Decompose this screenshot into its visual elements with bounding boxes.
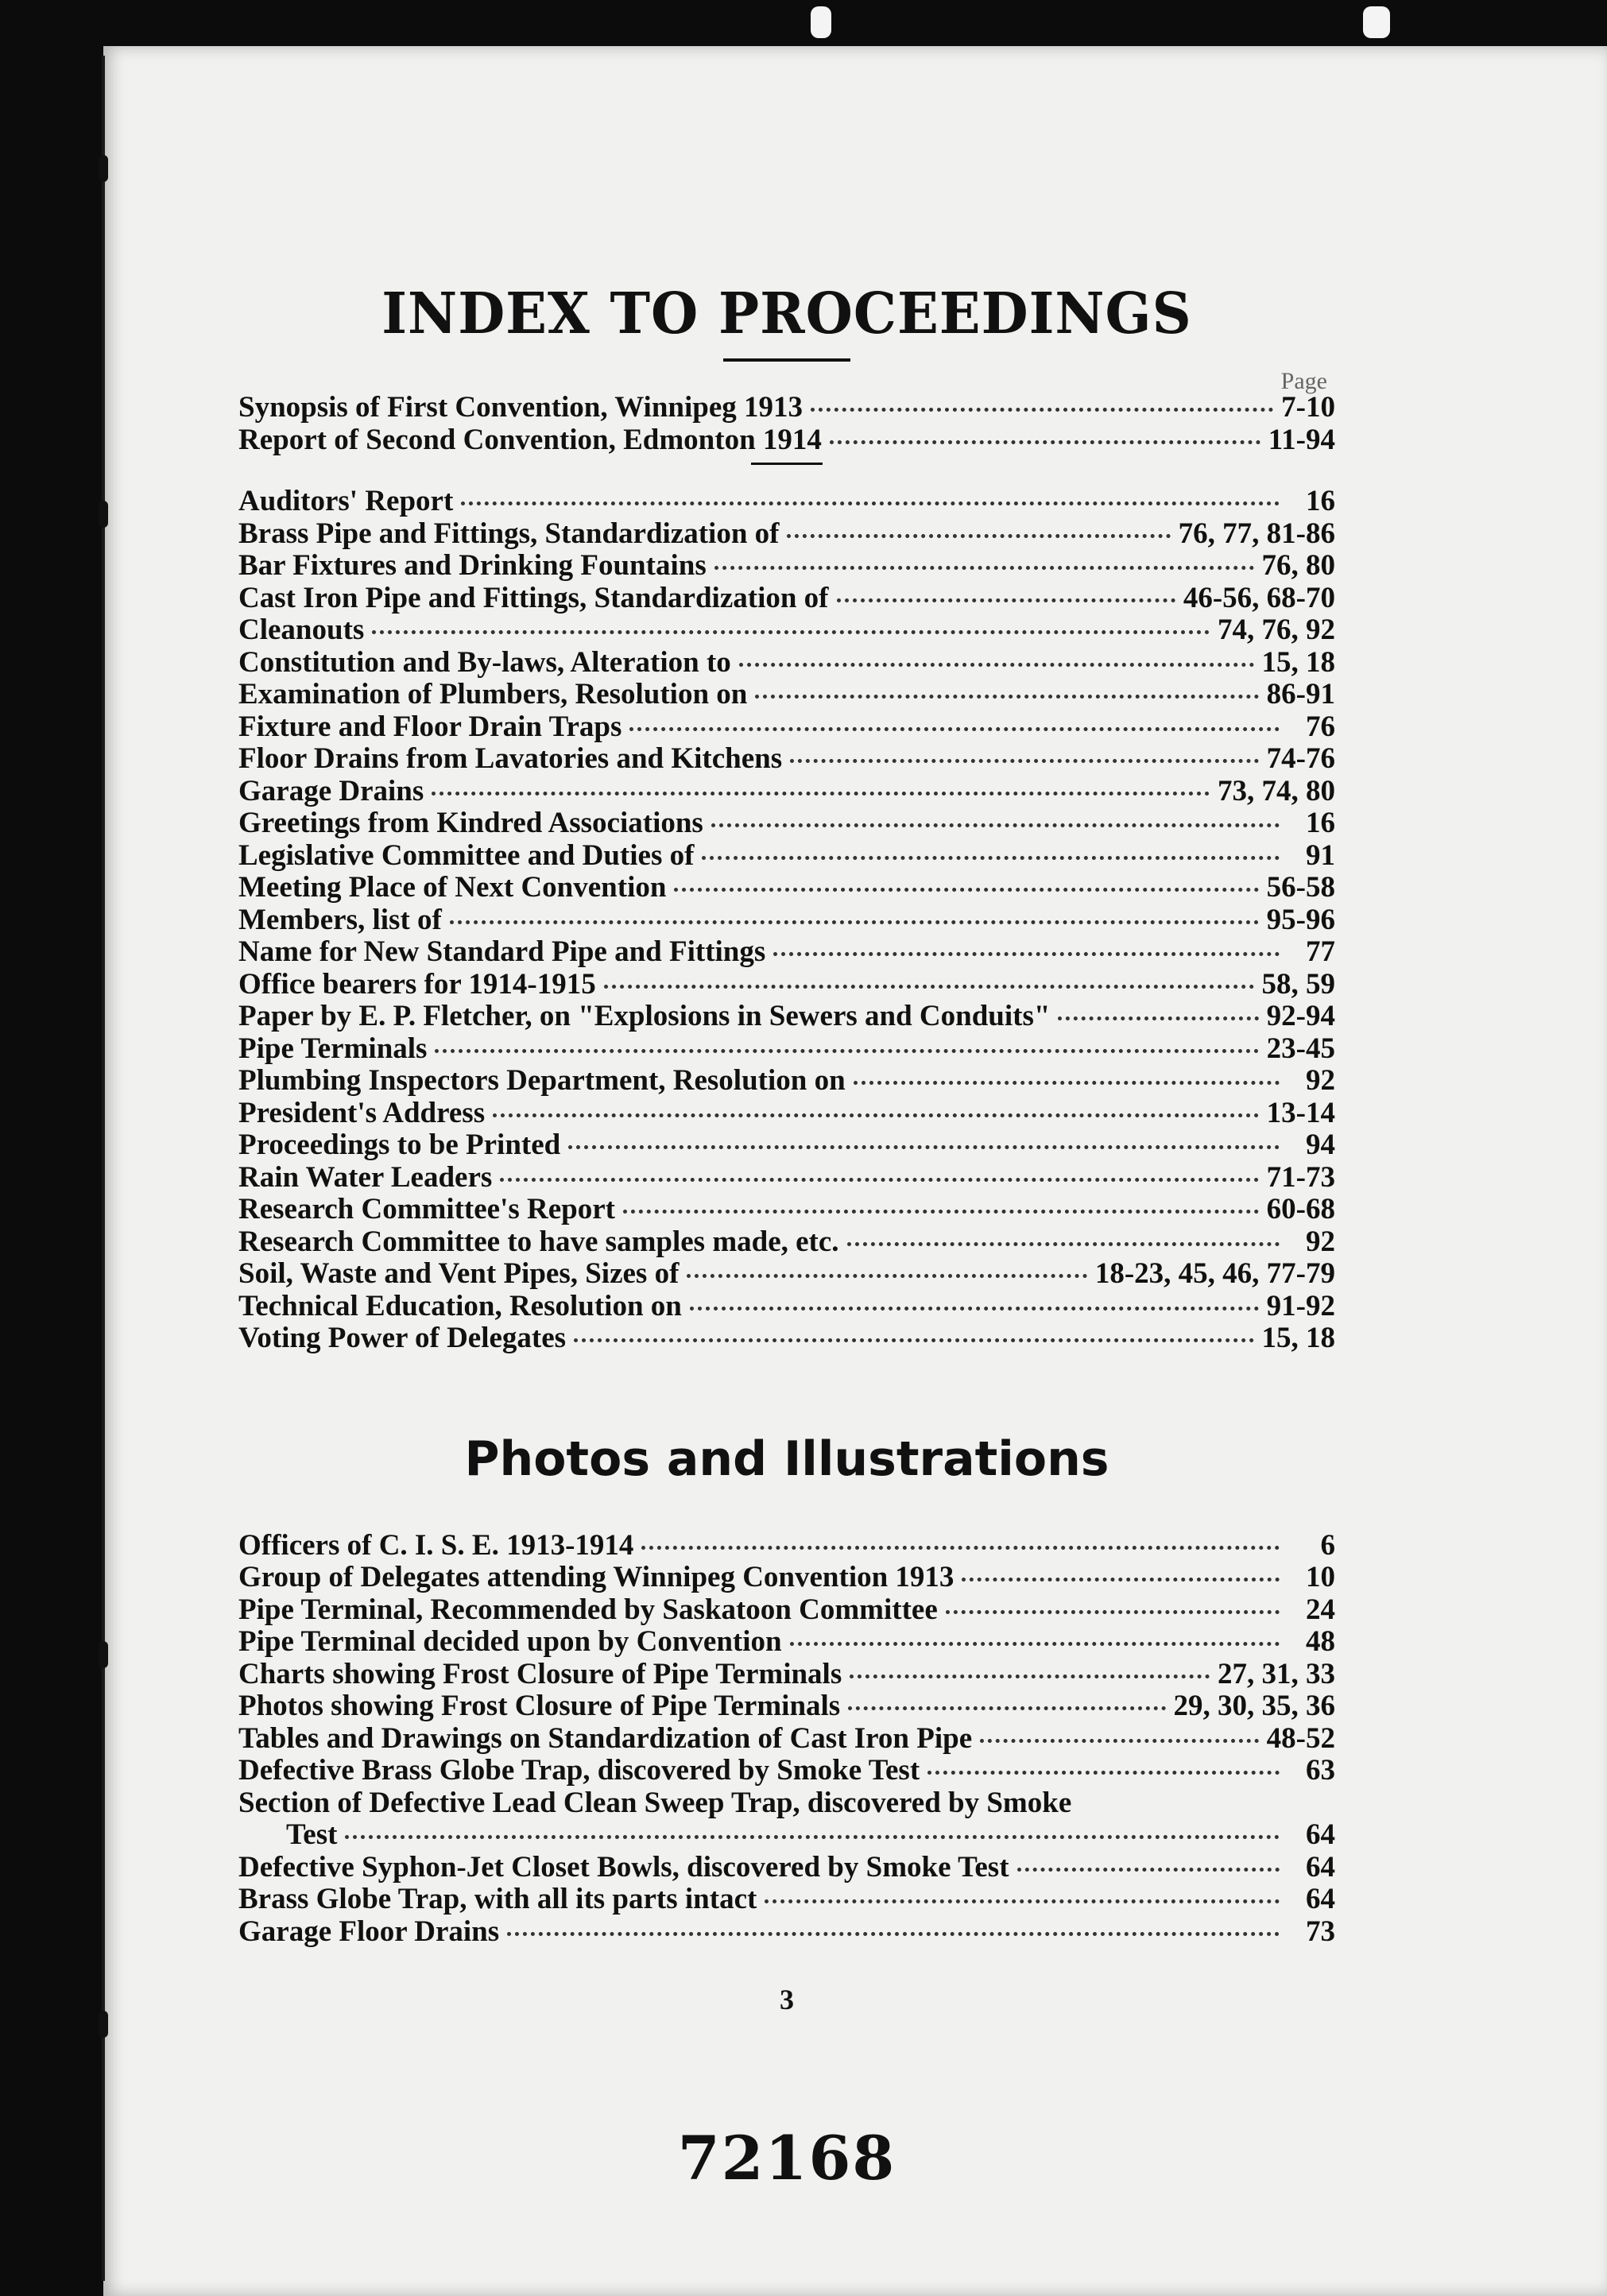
entry-page: 27, 31, 33 xyxy=(1218,1657,1335,1690)
photo-entry-multiline-line1: Section of Defective Lead Clean Sweep Trap, discovered by Smoke xyxy=(238,1786,1072,1819)
entry-page: 63 xyxy=(1306,1754,1335,1787)
entry-label: Voting Power of Delegates xyxy=(238,1322,567,1354)
entry-label: Pipe Terminal decided upon by Convention xyxy=(238,1625,782,1658)
convention-entry xyxy=(238,424,1335,457)
leader-dots xyxy=(687,1253,1086,1278)
entry-label: Brass Pipe and Fittings, Standardization of xyxy=(238,517,780,550)
leader-dots xyxy=(980,1718,1259,1743)
leader-dots xyxy=(927,1750,1280,1775)
leader-dots xyxy=(848,1686,1165,1710)
entry-page: 7-10 xyxy=(1281,391,1335,424)
leader-dots xyxy=(830,420,1260,444)
entry-page: 60-68 xyxy=(1266,1193,1335,1225)
leader-dots xyxy=(847,1222,1280,1246)
entry-label: Defective Syphon-Jet Closet Bowls, discovered by Smoke Test xyxy=(238,1850,1009,1884)
entry-label: Constitution and By-laws, Alteration to xyxy=(238,645,731,679)
entry-label: Office bearers for 1914-1915 xyxy=(238,967,596,1001)
entry-page: 94 xyxy=(1306,1129,1335,1161)
entry-page: 92 xyxy=(1306,1225,1335,1258)
scan-artifact xyxy=(1363,6,1390,38)
entry-page: 73 xyxy=(1306,1915,1335,1948)
entry-page: 86-91 xyxy=(1266,678,1335,710)
title-rule xyxy=(723,358,850,362)
entry-page: 76, 80 xyxy=(1261,549,1335,582)
leader-dots xyxy=(574,1318,1253,1342)
leader-dots xyxy=(568,1125,1280,1149)
entry-label: Pipe Terminal, Recommended by Saskatoon Committee xyxy=(238,1593,938,1626)
leader-dots xyxy=(773,931,1280,956)
entry-label: Paper by E. P. Fletcher, on "Explosions in Sewers and Conduits" xyxy=(238,1000,1051,1032)
entry-label: Officers of C. I. S. E. 1913-1914 xyxy=(238,1528,634,1562)
leader-dots xyxy=(837,578,1175,602)
entry-label: Name for New Standard Pipe and Fittings xyxy=(238,935,766,968)
entry-label: Soil, Waste and Vent Pipes, Sizes of xyxy=(238,1257,680,1290)
entry-page: 48-52 xyxy=(1266,1721,1335,1755)
entry-page: 46-56, 68-70 xyxy=(1183,581,1335,614)
leader-dots xyxy=(811,387,1273,412)
entry-label: Report of Second Convention, Edmonton 1914 xyxy=(238,423,822,456)
conventions-list xyxy=(238,392,1335,456)
index-title: INDEX TO PROCEEDINGS xyxy=(381,281,1192,347)
entry-label: Research Committee to have samples made, etc. xyxy=(238,1225,839,1258)
leader-dots xyxy=(435,1028,1258,1053)
leader-dots xyxy=(493,1093,1259,1117)
punch-hole xyxy=(99,501,108,528)
entry-page: 10 xyxy=(1306,1561,1335,1593)
punch-hole xyxy=(99,155,108,182)
leader-dots xyxy=(507,1911,1280,1936)
entry-label: Auditors' Report xyxy=(238,485,454,517)
leader-dots xyxy=(854,1060,1280,1085)
photo-entry xyxy=(238,1916,1335,1949)
photo-entry xyxy=(238,1755,1335,1787)
entry-label: Bar Fixtures and Drinking Fountains xyxy=(238,549,707,582)
entry-label: Examination of Plumbers, Resolution on xyxy=(238,678,748,710)
stamp-number: 72168 xyxy=(677,2123,896,2193)
index-list xyxy=(238,486,1335,1355)
leader-dots xyxy=(790,1621,1280,1646)
entry-label: Garage Drains xyxy=(238,774,424,807)
entry-page: 77 xyxy=(1306,935,1335,968)
punch-hole xyxy=(99,1641,108,1668)
leader-dots xyxy=(962,1557,1280,1582)
document-content xyxy=(238,282,1335,2193)
entry-page: 24 xyxy=(1306,1593,1335,1626)
entry-label: Charts showing Frost Closure of Pipe Terminals xyxy=(238,1657,842,1690)
leader-dots xyxy=(850,1654,1210,1678)
leader-dots xyxy=(787,513,1170,538)
entry-label: Legislative Committee and Duties of xyxy=(238,838,695,872)
entry-page: 92-94 xyxy=(1266,1000,1335,1032)
entry-page: 6 xyxy=(1320,1528,1335,1562)
entry-label: Meeting Place of Next Convention xyxy=(238,871,667,904)
entry-label: Defective Brass Globe Trap, discovered by Smoke Test xyxy=(238,1754,920,1787)
entry-page: 76, 77, 81-86 xyxy=(1178,517,1335,550)
index-entry xyxy=(238,1322,1335,1355)
entry-page: 64 xyxy=(1306,1883,1335,1915)
entry-page: 74-76 xyxy=(1266,742,1335,775)
entry-label: President's Address xyxy=(238,1096,486,1129)
leader-dots xyxy=(946,1589,1280,1614)
entry-page: 16 xyxy=(1306,807,1335,839)
entry-page: 56-58 xyxy=(1266,871,1335,904)
entry-page: 64 xyxy=(1306,1818,1335,1851)
page-column-label: Page xyxy=(1280,368,1327,394)
entry-page: 15, 18 xyxy=(1261,1322,1335,1354)
entry-label: Research Committee's Report xyxy=(238,1193,615,1225)
entry-label: Plumbing Inspectors Department, Resolution on xyxy=(238,1064,846,1097)
leader-dots xyxy=(765,1879,1280,1903)
entry-page: 73, 74, 80 xyxy=(1218,774,1335,807)
entry-page: 13-14 xyxy=(1266,1096,1335,1129)
entry-label: Floor Drains from Lavatories and Kitchens xyxy=(238,742,783,775)
leader-dots xyxy=(461,481,1280,505)
entry-label: Cleanouts xyxy=(238,614,365,646)
leader-dots xyxy=(702,835,1280,860)
entry-label: Group of Delegates attending Winnipeg Convention 1913 xyxy=(238,1561,955,1593)
entry-label: Greetings from Kindred Associations xyxy=(238,807,703,839)
leader-dots xyxy=(690,1286,1259,1311)
leader-dots xyxy=(714,545,1254,570)
photo-entry xyxy=(238,1659,1335,1691)
leader-dots xyxy=(500,1157,1258,1182)
leader-dots xyxy=(345,1814,1280,1839)
leader-dots xyxy=(432,771,1210,796)
entry-page: 71-73 xyxy=(1266,1160,1335,1194)
binding-edge xyxy=(102,56,105,2281)
leader-dots xyxy=(711,803,1280,827)
entry-page: 23-45 xyxy=(1266,1032,1335,1065)
entry-page: 95-96 xyxy=(1266,903,1335,936)
leader-dots xyxy=(739,642,1254,667)
entry-page: 91-92 xyxy=(1266,1289,1335,1322)
entry-label: Tables and Drawings on Standardization of Cast Iron Pipe xyxy=(238,1721,973,1755)
leader-dots xyxy=(1058,996,1258,1020)
entry-label: Brass Globe Trap, with all its parts intact xyxy=(238,1883,757,1915)
leader-dots xyxy=(674,867,1258,892)
entry-label: Technical Education, Resolution on xyxy=(238,1289,682,1322)
entry-label: Photos showing Frost Closure of Pipe Terminals xyxy=(238,1690,841,1722)
entry-label: Members, list of xyxy=(238,903,442,936)
entry-label: Garage Floor Drains xyxy=(238,1915,500,1948)
leader-dots xyxy=(623,1189,1259,1214)
leader-dots xyxy=(641,1525,1280,1550)
entry-page: 48 xyxy=(1306,1625,1335,1658)
leader-dots xyxy=(1017,1847,1280,1872)
entry-page: 15, 18 xyxy=(1261,645,1335,679)
entry-page: 74, 76, 92 xyxy=(1218,614,1335,646)
entry-page: 58, 59 xyxy=(1261,967,1335,1001)
entry-page: 11-94 xyxy=(1268,423,1335,456)
photo-list xyxy=(238,1530,1335,1787)
punch-hole xyxy=(99,2011,108,2038)
entry-label: Cast Iron Pipe and Fittings, Standardization of xyxy=(238,581,829,614)
entry-label: Fixture and Floor Drain Traps xyxy=(238,710,622,743)
entry-page: 29, 30, 35, 36 xyxy=(1173,1690,1335,1722)
leader-dots xyxy=(755,674,1258,699)
photo-list-after xyxy=(238,1852,1335,1949)
photos-title: Photos and Illustrations xyxy=(464,1431,1109,1487)
leader-dots xyxy=(790,738,1259,763)
entry-label: Proceedings to be Printed xyxy=(238,1129,561,1161)
entry-page: 16 xyxy=(1306,485,1335,517)
entry-page: 76 xyxy=(1306,710,1335,743)
entry-page: 64 xyxy=(1306,1850,1335,1884)
entry-label: Test xyxy=(286,1818,338,1851)
entry-label: Pipe Terminals xyxy=(238,1032,428,1065)
entry-page: 92 xyxy=(1306,1064,1335,1097)
leader-dots xyxy=(450,900,1259,924)
page-number: 3 xyxy=(780,1984,794,2015)
section-rule xyxy=(751,463,823,465)
entry-label: Synopsis of First Convention, Winnipeg 1913 xyxy=(238,391,804,424)
leader-dots xyxy=(372,610,1210,634)
entry-label: Rain Water Leaders xyxy=(238,1160,493,1194)
entry-page: 18-23, 45, 46, 77-79 xyxy=(1094,1257,1335,1290)
scan-artifact xyxy=(811,6,831,38)
entry-page: 91 xyxy=(1306,838,1335,872)
leader-dots xyxy=(629,707,1280,731)
leader-dots xyxy=(604,964,1254,989)
